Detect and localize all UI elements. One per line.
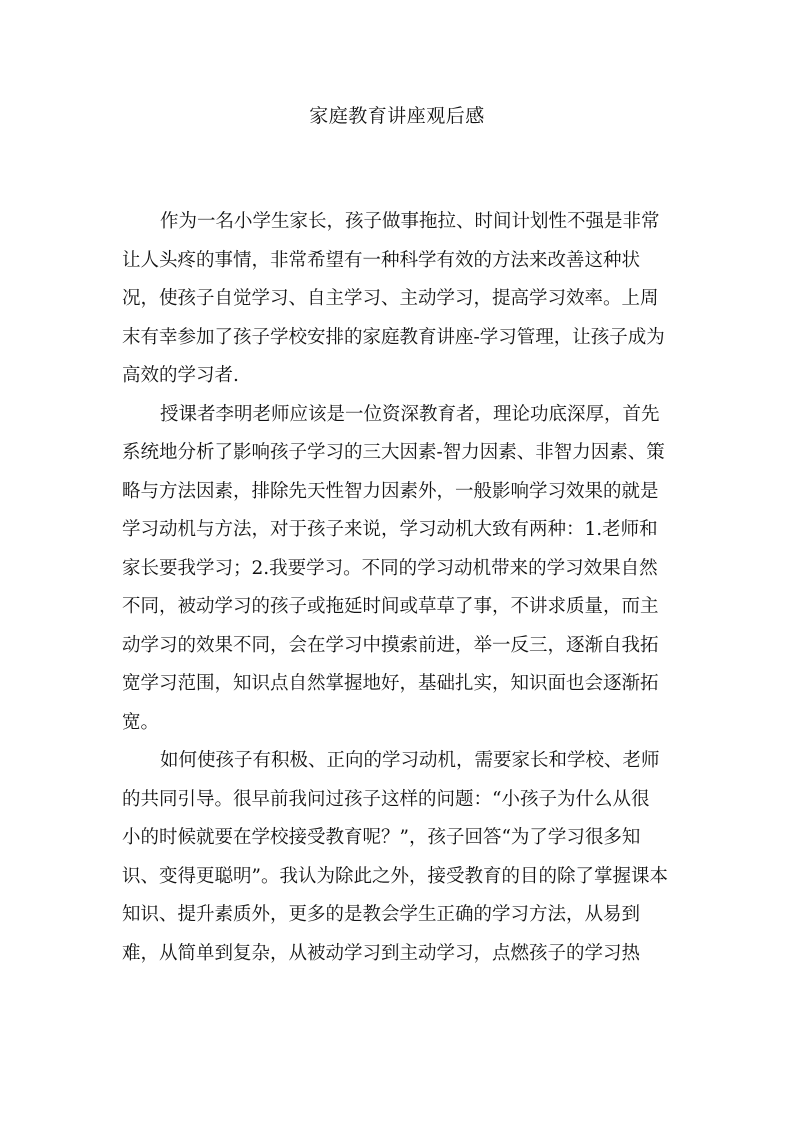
paragraph-3-line-1: 如何使孩子有积极、正向的学习动机，需要家长和学校、老师 bbox=[160, 750, 660, 771]
paragraph-2-line-2: 系统地分析了影响孩子学习的三大因素-智力因素、非智力因素、策 bbox=[122, 442, 665, 463]
paragraph-1-line-5: 高效的学习者. bbox=[122, 365, 239, 386]
paragraph-3-line-4: 识、变得更聪明”。我认为除此之外，接受教育的目的除了掌握课本 bbox=[122, 865, 668, 887]
paragraph-2-line-3: 略与方法因素，排除先天性智力因素外，一般影响学习效果的就是 bbox=[122, 480, 659, 502]
document-title: 家庭教育讲座观后感 bbox=[309, 105, 485, 127]
paragraph-1-line-1: 作为一名小学生家长，孩子做事拖拉、时间计划性不强是非常 bbox=[160, 211, 660, 232]
paragraph-2-line-4: 学习动机与方法，对于孩子来说，学习动机大致有两种：1.老师和 bbox=[122, 519, 658, 540]
paragraph-3-line-3: 小的时候就要在学校接受教育呢？”，孩子回答“为了学习很多知 bbox=[122, 827, 641, 848]
paragraph-2-line-1: 授课者李明老师应该是一位资深教育者，理论功底深厚，首先 bbox=[160, 403, 660, 425]
paragraph-3-line-2: 的共同引导。很早前我问过孩子这样的问题：“小孩子为什么从很 bbox=[122, 788, 650, 810]
paragraph-2-line-7: 动学习的效果不同，会在学习中摸索前进，举一反三，逐渐自我拓 bbox=[122, 634, 659, 656]
paragraph-2-line-8: 宽学习范围，知识点自然掌握地好，基础扎实，知识面也会逐渐拓 bbox=[122, 673, 659, 694]
paragraph-1-line-3: 况，使孩子自觉学习、自主学习、主动学习，提高学习效率。上周 bbox=[122, 288, 659, 309]
paragraph-2-line-9: 宽。 bbox=[122, 711, 160, 733]
paragraph-1-line-2: 让人头疼的事情，非常希望有一种科学有效的方法来改善这种状 bbox=[122, 249, 641, 271]
paragraph-2-line-6: 不同，被动学习的孩子或拖延时间或草草了事，不讲求质量，而主 bbox=[122, 596, 659, 617]
paragraph-2-line-5: 家长要我学习；2.我要学习。不同的学习动机带来的学习效果自然 bbox=[122, 557, 658, 579]
paragraph-3-line-6: 难，从简单到复杂，从被动学习到主动学习，点燃孩子的学习热 bbox=[122, 942, 641, 964]
paragraph-3-line-5: 知识、提升素质外，更多的是教会学生正确的学习方法，从易到 bbox=[122, 904, 641, 925]
paragraph-1-line-4: 末有幸参加了孩子学校安排的家庭教育讲座-学习管理，让孩子成为 bbox=[122, 326, 665, 348]
document-body bbox=[122, 203, 672, 973]
